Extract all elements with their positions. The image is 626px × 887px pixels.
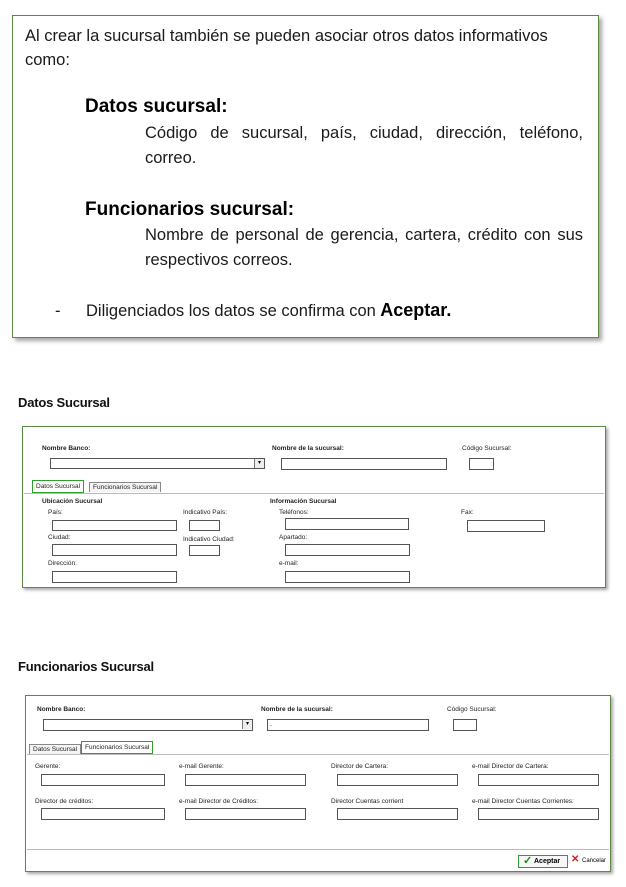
- datos-panel: [22, 426, 606, 588]
- ciudad-input[interactable]: [52, 544, 177, 556]
- ciudad-label: Ciudad:: [48, 534, 71, 541]
- aceptar-button[interactable]: [518, 855, 568, 868]
- close-icon: ✕: [571, 854, 580, 865]
- f-tab-datos-sucursal[interactable]: Datos Sucursal: [29, 744, 81, 754]
- cancelar-label: Cancelar: [582, 858, 607, 864]
- f-tab-divider: [27, 754, 609, 755]
- f-codigo-label: Código Sucursal:: [447, 706, 497, 713]
- ind-pais-label: Indicativo País:: [183, 509, 228, 516]
- tab-datos-sucursal[interactable]: Datos Sucursal: [32, 480, 84, 493]
- section-heading-datos: Datos sucursal:: [85, 96, 228, 117]
- pais-label: País:: [48, 509, 63, 516]
- f-sucursal-input[interactable]: .: [267, 719, 429, 731]
- section-text-funcionarios: Nombre de personal de gerencia, cartera, crédito con sus respectivos correos.: [145, 226, 583, 269]
- bullet-dash: -: [55, 302, 61, 320]
- dir-creditos-input[interactable]: [41, 808, 165, 820]
- dir-creditos-label: Director de créditos:: [35, 798, 94, 805]
- f-tab-funcionarios-sucursal[interactable]: Funcionarios Sucursal: [81, 741, 153, 754]
- direccion-input[interactable]: [52, 571, 177, 583]
- banco-label: Nombre Banco:: [42, 445, 91, 452]
- dir-cartera-label: Director de Cartera:: [331, 763, 389, 770]
- fax-label: Fax:: [461, 509, 474, 516]
- footer-divider: [27, 849, 609, 850]
- intro-text: Al crear la sucursal también se pueden asociar otros datos informativos como:: [25, 27, 548, 69]
- aceptar-label: Aceptar: [534, 858, 561, 865]
- informacion-heading: Información Sucursal: [270, 498, 337, 505]
- direccion-label: Dirección:: [48, 560, 77, 567]
- cancelar-button[interactable]: [570, 855, 610, 868]
- datos-section-title: Datos Sucursal: [18, 395, 110, 410]
- apartado-label: Apartado:: [279, 534, 308, 541]
- email-creditos-label: e-mail Director de Créditos:: [179, 798, 259, 805]
- bullet-text: Diligenciados los datos se confirma con: [86, 302, 376, 320]
- email-label: e-mail:: [279, 560, 299, 567]
- info-box: [12, 15, 599, 338]
- codigo-label: Código Sucursal:: [462, 445, 512, 452]
- chevron-down-icon[interactable]: ▾: [254, 459, 264, 468]
- ind-ciudad-label: Indicativo Ciudad:: [183, 536, 235, 543]
- gerente-label: Gerente:: [35, 763, 61, 770]
- telefonos-label: Teléfonos:: [279, 509, 309, 516]
- f-banco-select[interactable]: [43, 719, 253, 731]
- email-input[interactable]: [285, 571, 410, 583]
- f-sucursal-label: Nombre de la sucursal:: [261, 706, 333, 713]
- email-creditos-input[interactable]: [185, 808, 306, 820]
- sucursal-input[interactable]: [281, 458, 447, 470]
- section-text-datos: Código de sucursal, país, ciudad, dirección, teléfono, correo.: [145, 124, 583, 167]
- ind-pais-input[interactable]: [189, 520, 220, 531]
- banco-select[interactable]: [50, 458, 265, 469]
- codigo-input[interactable]: [469, 458, 494, 470]
- tab-divider: [24, 493, 604, 494]
- email-gerente-input[interactable]: [185, 774, 306, 786]
- funcionarios-section-title: Funcionarios Sucursal: [18, 659, 154, 674]
- dir-cuentas-label: Director Cuentas corrient: [331, 798, 404, 805]
- bullet-strong: Aceptar.: [380, 300, 452, 320]
- sucursal-label: Nombre de la sucursal:: [272, 445, 344, 452]
- chevron-down-icon[interactable]: ▾: [242, 720, 252, 729]
- email-gerente-label: e-mail Gerente:: [179, 763, 224, 770]
- dir-cuentas-input[interactable]: [337, 808, 458, 820]
- apartado-input[interactable]: [285, 544, 410, 556]
- funcionarios-panel: [25, 695, 611, 872]
- check-icon: ✓: [523, 855, 533, 867]
- section-heading-funcionarios: Funcionarios sucursal:: [85, 199, 295, 220]
- bullet-line: [86, 300, 451, 321]
- email-cuentas-label: e-mail Director Cuentas Corrientes:: [472, 798, 574, 805]
- email-cuentas-input[interactable]: [478, 808, 599, 820]
- pais-input[interactable]: [52, 520, 177, 531]
- ubicacion-heading: Ubicación Sucursal: [42, 498, 103, 505]
- f-banco-label: Nombre Banco:: [37, 706, 86, 713]
- ind-ciudad-input[interactable]: [189, 545, 220, 556]
- telefonos-input[interactable]: [285, 518, 409, 530]
- email-cartera-input[interactable]: [478, 774, 599, 786]
- f-codigo-input[interactable]: [453, 719, 477, 731]
- gerente-input[interactable]: [41, 774, 165, 786]
- dir-cartera-input[interactable]: [337, 774, 458, 786]
- tab-funcionarios-sucursal[interactable]: Funcionarios Sucursal: [89, 482, 161, 492]
- fax-input[interactable]: [467, 520, 545, 532]
- email-cartera-label: e-mail Director de Cartera:: [472, 763, 549, 770]
